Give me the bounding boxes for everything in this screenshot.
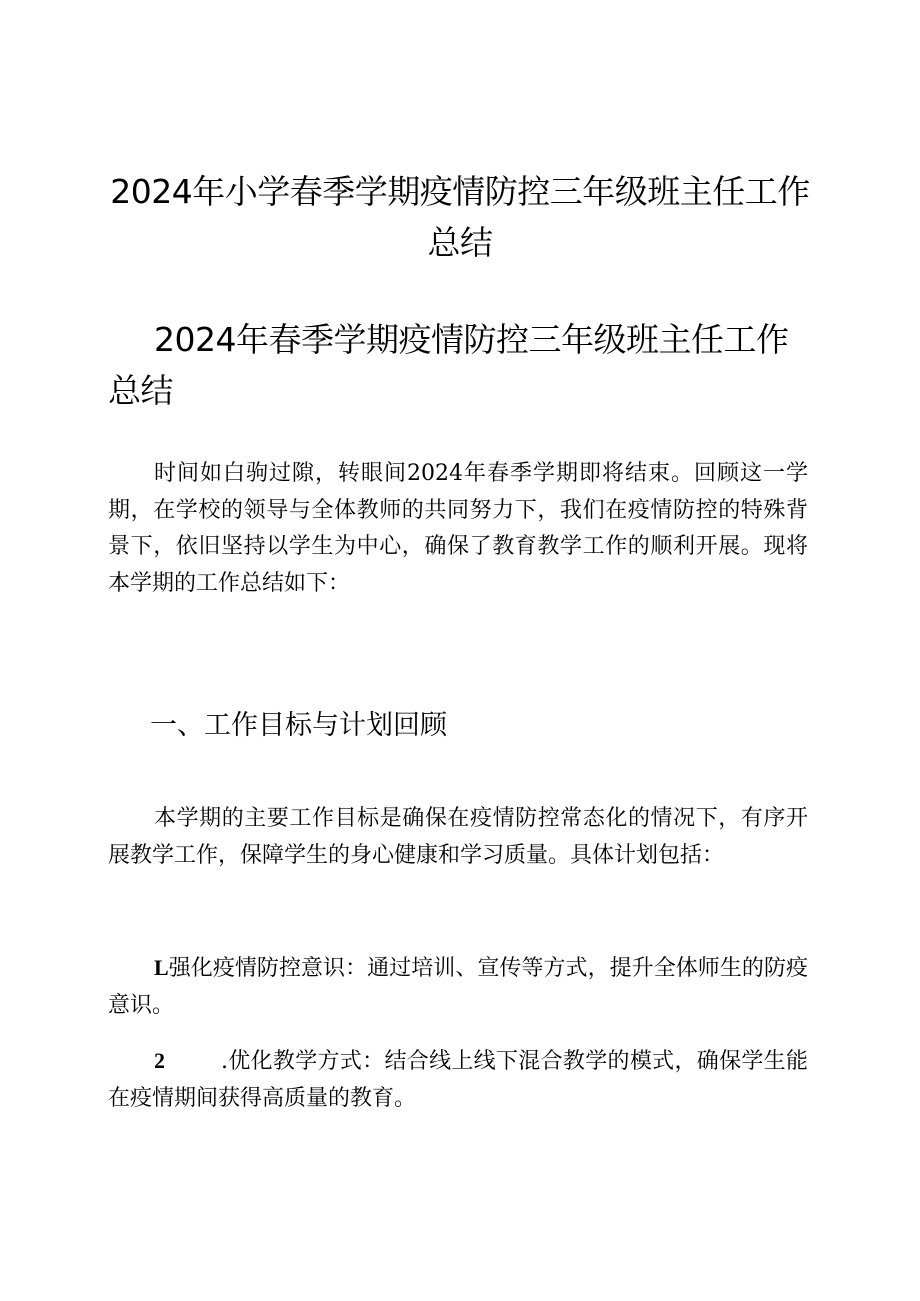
list-item-2-text: .优化教学方式：结合线上线下混合教学的模式，确保学生能在疫情期间获得高质量的教育。 (108, 1049, 808, 1111)
list-item-1 (108, 950, 808, 1024)
list-item-1-marker: L (154, 955, 169, 980)
list-item-2-marker: 2 (154, 1048, 165, 1073)
intro-paragraph: 时间如白驹过隙，转眼间2024年春季学期即将结束。回顾这一学期，在学校的领导与全体教师的共同努力下，我们在疫情防控的特殊背景下，依旧坚持以学生为中心，确保了教育教学工作的顺利开展。现将本学期的工作总结如下： (108, 461, 808, 596)
document-title: 2024年小学春季学期疫情防控三年级班主任工作总结 (110, 172, 810, 262)
section-heading: 一、工作目标与计划回顾 (150, 710, 447, 741)
list-item-1-text: 强化疫情防控意识：通过培训、宣传等方式，提升全体师生的防疫意识。 (108, 956, 808, 1018)
document-subtitle: 2024年春季学期疫情防控三年级班主任工作总结 (108, 320, 789, 410)
list-item-2 (108, 1043, 808, 1117)
section-paragraph: 本学期的主要工作目标是确保在疫情防控常态化的情况下，有序开展教学工作，保障学生的身心健康和学习质量。具体计划包括： (108, 806, 808, 868)
